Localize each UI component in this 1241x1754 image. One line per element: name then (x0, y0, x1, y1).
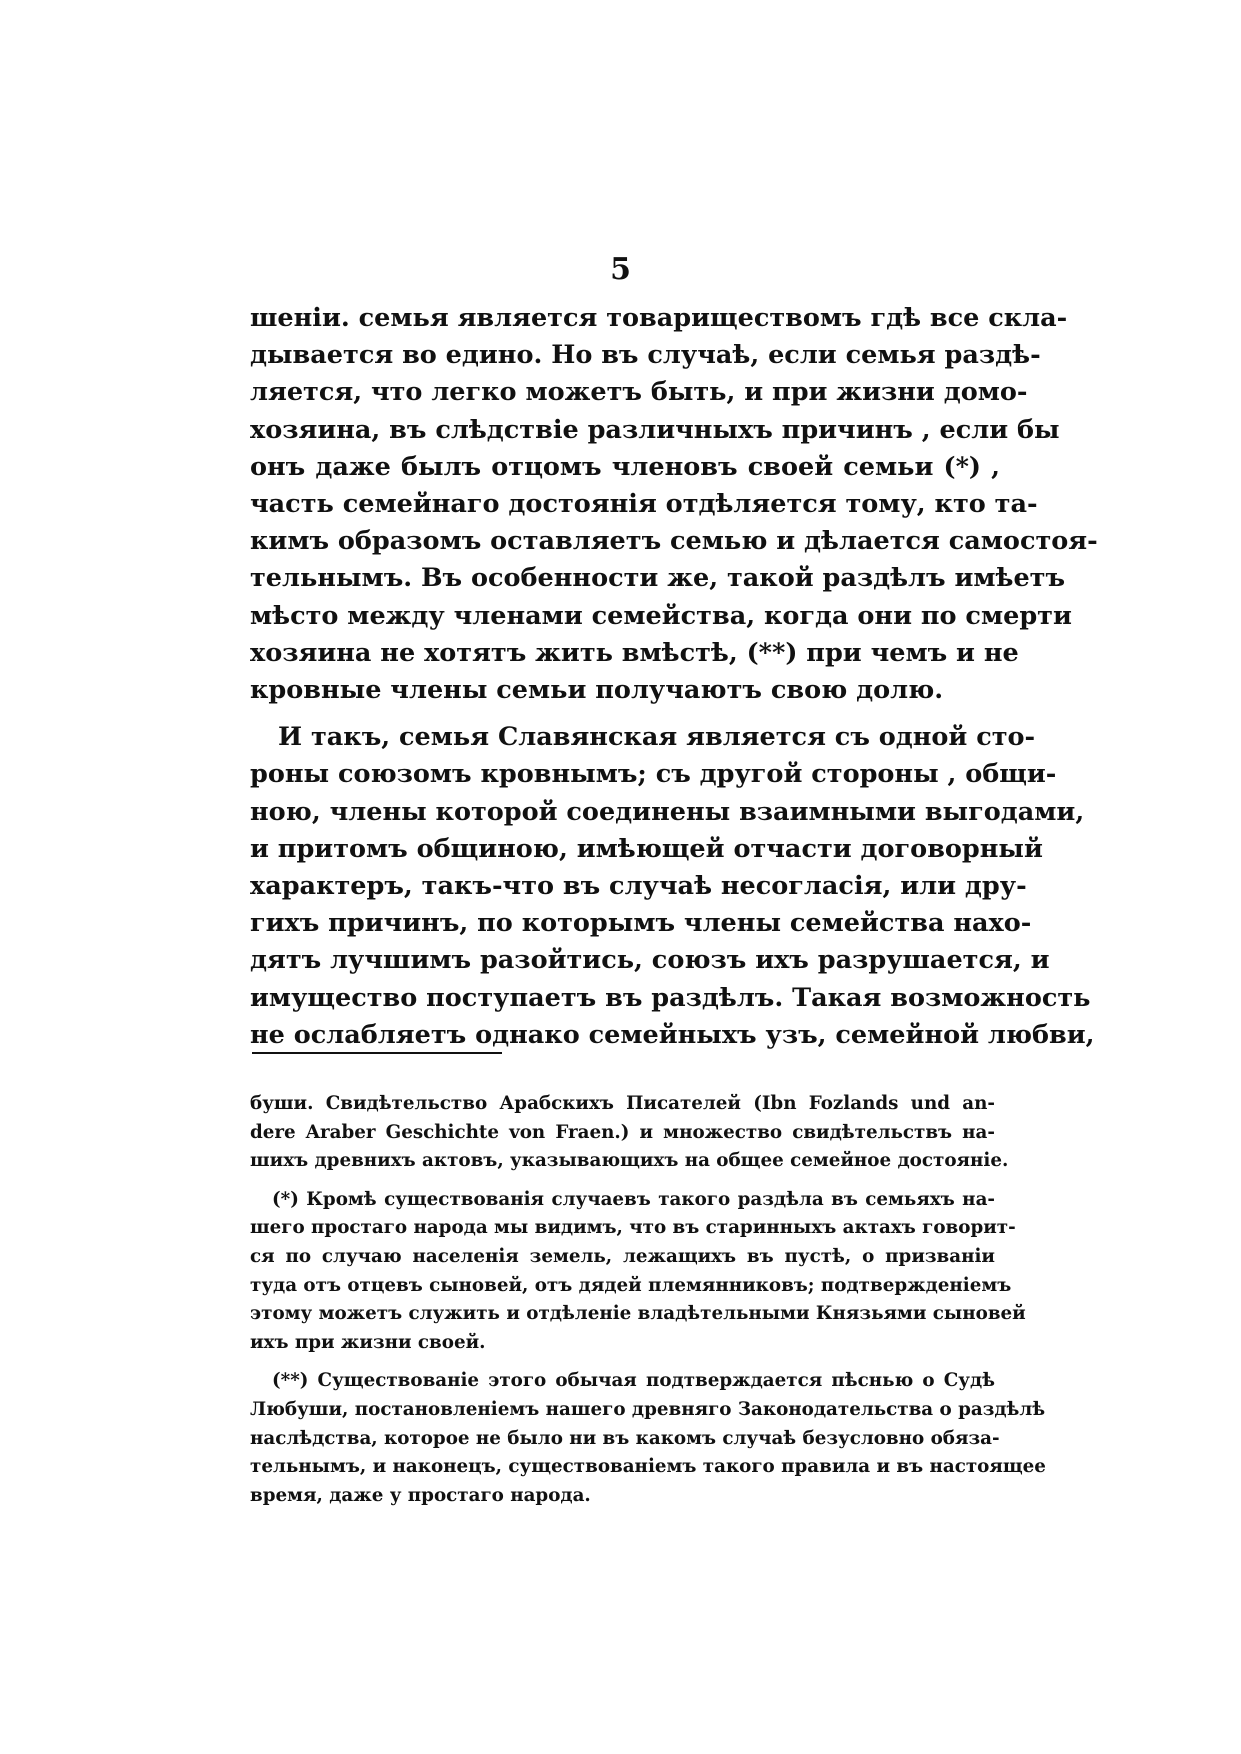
text-line: часть семейнаго достоянія отдѣляется тому, кто та- (250, 489, 1038, 520)
footnote-1 (250, 1186, 1026, 1358)
footnote-line: Любуши, постановленіемъ нашего древняго Законодательства о раздѣлѣ (250, 1398, 1046, 1420)
text-line: ляется, что легко можетъ быть, и при жизни домо- (250, 377, 1028, 408)
text-line: шеніи. семья является товариществомъ гдѣ все скла- (250, 303, 1068, 333)
page-number: 5 (610, 252, 631, 287)
footnote-line: время, даже у простаго народа. (250, 1484, 591, 1506)
footnote-line: буши. Свидѣтельство Арабскихъ Писателей (Ibn Fozlands und an- (250, 1093, 995, 1114)
footnotes (250, 1090, 1046, 1510)
text-line: дывается во едино. Но въ случаѣ, если семья раздѣ- (250, 340, 1041, 371)
text-line: не ослабляетъ однако семейныхъ узъ, семейной любви, (250, 1019, 1095, 1050)
main-paragraph-2 (250, 719, 1095, 1054)
main-text (250, 300, 1098, 1054)
text-line: кимъ образомъ оставляетъ семью и дѣлается самостоя- (250, 526, 1098, 557)
footnote-line: (*) Кромѣ существованія случаевъ такого раздѣла въ семьяхъ на- (272, 1188, 995, 1210)
footnote-line: этому можетъ служить и отдѣленіе владѣтельными Князьями сыновей (250, 1303, 1026, 1325)
main-paragraph-1 (250, 300, 1098, 709)
footnote-2 (250, 1367, 1046, 1510)
footnote-separator (252, 1052, 502, 1054)
text-line: хозяина, въ слѣдствіе различныхъ причинъ , если бы (250, 414, 1060, 445)
footnote-line: ихъ при жизни своей. (250, 1331, 486, 1353)
text-line: ною, члены которой соединены взаимными выгодами, (250, 796, 1085, 827)
footnote-line: наслѣдства, которое не было ни въ какомъ случаѣ безусловно обяза- (250, 1427, 1000, 1449)
text-line: хозяина не хотятъ жить вмѣстѣ, (**) при чемъ и не (250, 637, 1019, 668)
footnote-line: ся по случаю населенія земель, лежащихъ въ пустѣ, о призваніи (250, 1245, 995, 1267)
text-line: характеръ, такъ-что въ случаѣ несогласія, или дру- (250, 871, 1027, 902)
text-line: мѣсто между членами семейства, когда они по смерти (250, 600, 1072, 631)
footnote-line: шихъ древнихъ актовъ, указывающихъ на общее семейное достояніе. (250, 1150, 1009, 1172)
text-line: И такъ, семья Славянская является съ одной сто- (278, 722, 1036, 753)
text-line: роны союзомъ кровнымъ; съ другой стороны , общи- (250, 759, 1057, 790)
footnote-line: шего простаго народа мы видимъ, что въ старинныхъ актахъ говорит- (250, 1217, 1016, 1239)
text-line: и притомъ общиною, имѣющей отчасти договорный (250, 833, 1043, 864)
text-line: имущество поступаетъ въ раздѣлъ. Такая возможность (250, 982, 1091, 1013)
footnote-line: туда отъ отцевъ сыновей, отъ дядей племянниковъ; подтвержденіемъ (250, 1274, 1012, 1296)
text-line: тельнымъ. Въ особенности же, такой раздѣлъ имѣетъ (250, 563, 1066, 594)
footnote-line: (**) Существованіе этого обычая подтверждается пѣснью о Судѣ (272, 1370, 995, 1392)
text-line: кровные члены семьи получаютъ свою долю. (250, 675, 944, 706)
text-line: гихъ причинъ, по которымъ члены семейства нахо- (250, 908, 1032, 939)
footnote-line: dere Araber Geschichte von Fraen.) и множество свидѣтельствъ на- (250, 1121, 995, 1143)
footnote-line: тельнымъ, и наконецъ, существованіемъ такого правила и въ настоящее (250, 1456, 1046, 1478)
footnote-continuation (250, 1090, 1009, 1176)
text-line: онъ даже былъ отцомъ членовъ своей семьи (*) , (250, 451, 1000, 482)
text-line: дятъ лучшимъ разойтись, союзъ ихъ разрушается, и (250, 945, 1050, 976)
